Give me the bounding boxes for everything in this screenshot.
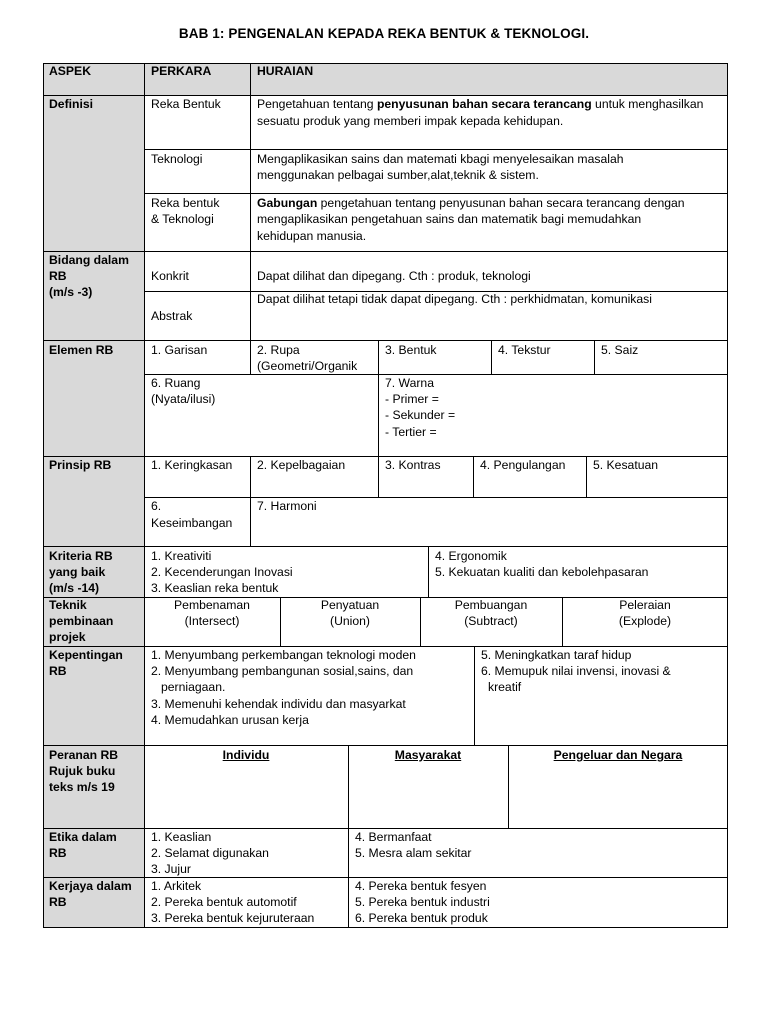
header-huraian: HURAIAN [257, 64, 314, 78]
kriteria-item: 2. Kecenderungan Inovasi [151, 565, 293, 579]
elemen-label: Elemen RB [49, 343, 114, 357]
kerjaya-item: 2. Pereka bentuk automotif [151, 895, 297, 909]
kepentingan-item: 3. Memenuhi kehendak individu dan masyarkat [151, 697, 406, 711]
kepentingan-item: 4. Memudahkan urusan kerja [151, 713, 309, 727]
prinsip-kesatuan: 5. Kesatuan [593, 458, 659, 472]
kerjaya-item: 3. Pereka bentuk kejuruteraan [151, 911, 315, 925]
kriteria-label-1: Kriteria RB [49, 549, 113, 563]
teknik-peleraian-en: (Explode) [618, 614, 672, 628]
elemen-rupa: 2. Rupa [257, 343, 300, 357]
elemen-garisan: 1. Garisan [151, 343, 208, 357]
kerjaya-label-1: Kerjaya dalam [49, 879, 132, 893]
kepentingan-item-cont: perniagaan. [161, 680, 226, 694]
peranan-masyarakat: Masyarakat [394, 748, 462, 762]
peranan-individu: Individu [222, 748, 270, 762]
perkara-reka-bentuk: Reka Bentuk [151, 97, 221, 111]
bidang-label-2: RB [49, 269, 67, 283]
huraian-konkrit: Dapat dilihat dan dipegang. Cth : produk, teknologi [257, 269, 531, 283]
huraian-rbt-2: mengaplikasikan pengetahuan sains dan matematik bagi memudahkan [257, 212, 642, 226]
kerjaya-label-2: RB [49, 895, 67, 909]
elemen-saiz: 5. Saiz [601, 343, 639, 357]
page-title: BAB 1: PENGENALAN KEPADA REKA BENTUK & TEKNOLOGI. [178, 26, 590, 41]
header-aspek: ASPEK [49, 64, 91, 78]
teknik-penyatuan: Penyatuan [320, 598, 380, 612]
etika-item: 2. Selamat digunakan [151, 846, 269, 860]
prinsip-keringkasan: 1. Keringkasan [151, 458, 233, 472]
kepentingan-item: 1. Menyumbang perkembangan teknologi moden [151, 648, 416, 662]
prinsip-keseimbangan-num: 6. [151, 499, 162, 513]
perkara-rbt-2: & Teknologi [151, 212, 214, 226]
kepentingan-item-cont: kreatif [488, 680, 522, 694]
kriteria-item: 1. Kreativiti [151, 549, 212, 563]
prinsip-pengulangan: 4. Pengulangan [480, 458, 566, 472]
elemen-bentuk: 3. Bentuk [385, 343, 437, 357]
definisi-label: Definisi [49, 97, 94, 111]
etika-label-2: RB [49, 846, 67, 860]
elemen-ruang-detail: (Nyata/ilusi) [151, 392, 216, 406]
kepentingan-label-1: Kepentingan [49, 648, 123, 662]
peranan-label-2: Rujuk buku [49, 764, 116, 778]
etika-item: 1. Keaslian [151, 830, 212, 844]
etika-item: 3. Jujur [151, 862, 191, 876]
teknik-label-1: Teknik [49, 598, 87, 612]
etika-item: 5. Mesra alam sekitar [355, 846, 472, 860]
teknik-pembuangan: Pembuangan [454, 598, 528, 612]
huraian-rbt-3: kehidupan manusia. [257, 229, 367, 243]
kerjaya-item: 5. Pereka bentuk industri [355, 895, 490, 909]
teknik-label-3: projek [49, 630, 86, 644]
teknik-pembuangan-en: (Subtract) [464, 614, 518, 628]
teknik-penyatuan-en: (Union) [330, 614, 370, 628]
bidang-label-3: (m/s -3) [49, 285, 93, 299]
kriteria-label-2: yang baik [49, 565, 106, 579]
perkara-konkrit: Konkrit [151, 269, 189, 283]
elemen-warna: 7. Warna [385, 376, 434, 390]
peranan-label-1: Peranan RB [49, 748, 119, 762]
huraian-reka-bentuk-2: sesuatu produk yang memberi impak kepada kehidupan. [257, 114, 564, 128]
kepentingan-label-2: RB [49, 664, 67, 678]
kepentingan-item: 6. Memupuk nilai invensi, inovasi & [481, 664, 671, 678]
teknik-peleraian: Peleraian [619, 598, 671, 612]
huraian-teknologi: Mengaplikasikan sains dan matemati kbagi menyelesaikan masalah [257, 152, 624, 166]
kriteria-item: 3. Keaslian reka bentuk [151, 581, 279, 595]
peranan-pengeluar: Pengeluar dan Negara [553, 748, 683, 762]
huraian-teknologi-2: menggunakan pelbagai sumber,alat,teknik & sistem. [257, 168, 539, 182]
bidang-label-1: Bidang dalam [49, 253, 129, 267]
elemen-tekstur: 4. Tekstur [498, 343, 551, 357]
huraian-rbt: Gabungan pengetahuan tentang penyusunan bahan secara terancang dengan [257, 196, 685, 210]
prinsip-kepelbagaian: 2. Kepelbagaian [257, 458, 346, 472]
kriteria-item: 4. Ergonomik [435, 549, 507, 563]
perkara-abstrak: Abstrak [151, 309, 193, 323]
kepentingan-item: 5. Meningkatkan taraf hidup [481, 648, 632, 662]
elemen-rupa-detail: (Geometri/Organik [257, 359, 358, 373]
teknik-pembenaman: Pembenaman [174, 598, 250, 612]
warna-sekunder: - Sekunder = [385, 408, 456, 422]
teknik-label-2: pembinaan [49, 614, 114, 628]
huraian-reka-bentuk: Pengetahuan tentang penyusunan bahan secara terancang untuk menghasilkan [257, 97, 704, 111]
prinsip-keseimbangan: Keseimbangan [151, 516, 233, 530]
elemen-ruang: 6. Ruang [151, 376, 201, 390]
etika-label-1: Etika dalam [49, 830, 117, 844]
prinsip-label: Prinsip RB [49, 458, 112, 472]
kriteria-label-3: (m/s -14) [49, 581, 100, 595]
perkara-teknologi: Teknologi [151, 152, 203, 166]
warna-primer: - Primer = [385, 392, 439, 406]
teknik-pembenaman-en: (Intersect) [184, 614, 240, 628]
header-perkara: PERKARA [151, 64, 212, 78]
kriteria-item: 5. Kekuatan kualiti dan kebolehpasaran [435, 565, 649, 579]
kepentingan-item: 2. Menyumbang pembangunan sosial,sains, dan [151, 664, 414, 678]
prinsip-kontras: 3. Kontras [385, 458, 441, 472]
warna-tertier: - Tertier = [385, 425, 437, 439]
kerjaya-item: 4. Pereka bentuk fesyen [355, 879, 487, 893]
kerjaya-item: 1. Arkitek [151, 879, 202, 893]
peranan-label-3: teks m/s 19 [49, 780, 115, 794]
kerjaya-item: 6. Pereka bentuk produk [355, 911, 488, 925]
etika-item: 4. Bermanfaat [355, 830, 432, 844]
prinsip-harmoni: 7. Harmoni [257, 499, 317, 513]
huraian-abstrak: Dapat dilihat tetapi tidak dapat dipegang. Cth : perkhidmatan, komunikasi [257, 292, 652, 306]
perkara-rbt-1: Reka bentuk [151, 196, 220, 210]
